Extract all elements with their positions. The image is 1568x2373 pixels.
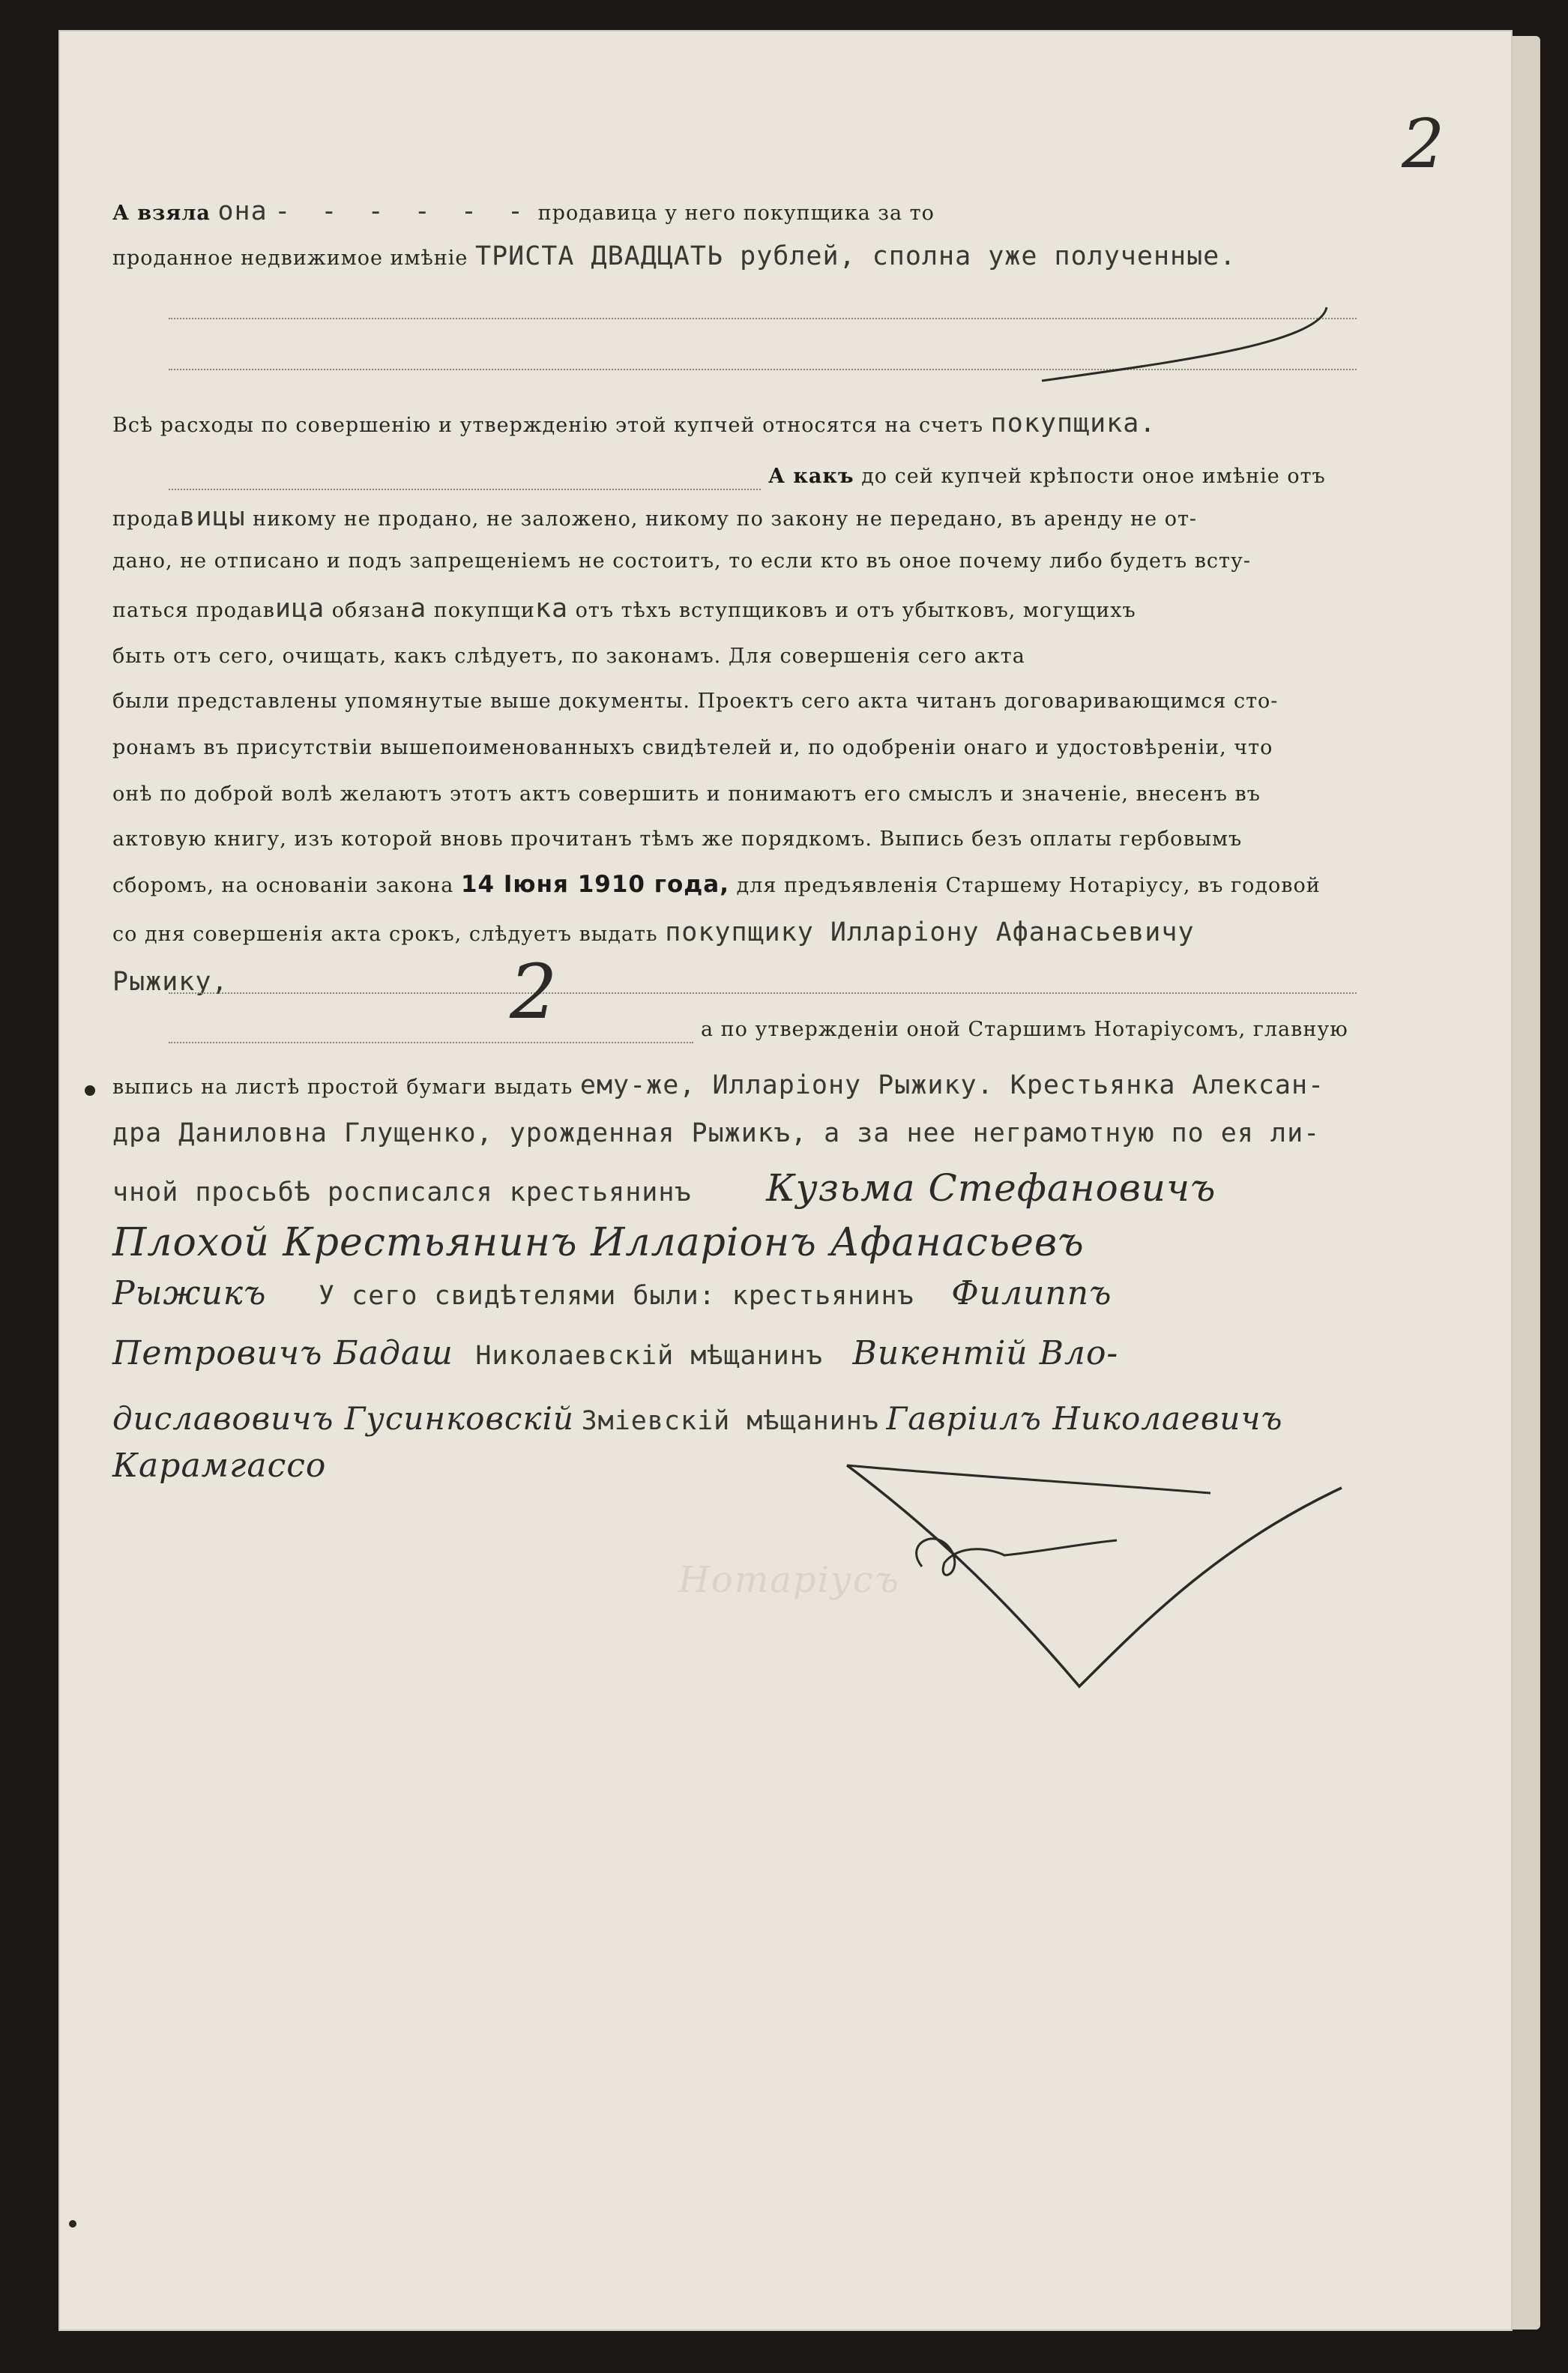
notary-signature xyxy=(832,1454,1357,1701)
edge-mark xyxy=(69,2220,76,2228)
text-a-vzyala: А взяла xyxy=(112,202,211,225)
handwritten-gusinkovsky: диславовичъ Гусинковскій xyxy=(112,1400,574,1437)
line-24: Карамгассо xyxy=(112,1447,327,1485)
dash-stroke xyxy=(1027,292,1342,390)
handwritten-vikentiy: Викентій Вло- xyxy=(852,1334,1119,1372)
handwritten-petrovich: Петровичъ Бадаш xyxy=(112,1334,453,1372)
edge-mark xyxy=(85,1085,95,1096)
line-16: а по утвержденіи оной Старшимъ Нотаріусомъ, главную xyxy=(701,1018,1348,1041)
line-12: актовую книгу, изъ которой вновь прочитанъ тѣмъ же порядкомъ. Выпись безъ оплаты гербовымъ xyxy=(112,827,1243,851)
text-vitsy: вицы xyxy=(179,502,246,532)
text-nikomu: никому не продано, не заложено, никому по закону не передано, въ аренду не от- xyxy=(253,507,1198,531)
handwritten-ryzhik: Рыжикъ xyxy=(112,1274,267,1312)
line-23: диславовичъ Гусинковскій Зміевскій мѣщанинъ Гавріилъ Николаевичъ xyxy=(112,1400,1283,1437)
line-10: ронамъ въ присутствіи вышепоименованныхъ свидѣтелей и, по одобреніи онаго и удостовѣреніи, что xyxy=(112,736,1273,759)
text-pokupshchika: покупщика. xyxy=(990,408,1157,438)
text-proda: прода xyxy=(112,507,180,531)
text-emu-zhe: ему-же, Илларіону Рыжику. Крестьянка Алексан- xyxy=(579,1070,1325,1100)
handwritten-gavriil: Гавріилъ Николаевичъ xyxy=(886,1400,1283,1437)
text-summa: ТРИСТА ДВАДЦАТЬ рублей, сполна уже полученные. xyxy=(475,241,1237,271)
text-ryzhiku: Рыжику, xyxy=(112,967,229,997)
line-14: со дня совершенія акта срокъ, слѣдуетъ выдать покупщику Илларіону Афанасьевичу xyxy=(112,917,1195,947)
line-5 xyxy=(112,502,1357,532)
faded-stamp: Нотаріусъ xyxy=(678,1559,900,1601)
handwritten-kuzma: Кузьма Стефановичъ xyxy=(766,1166,1216,1210)
line-6: дано, не отписано и подъ запрещеніемъ не состоитъ, то если кто въ оное почему либо будетъ всту- xyxy=(112,549,1251,573)
text-do-sei: до сей купчей крѣпости оное имѣніе отъ xyxy=(861,465,1326,488)
line-8: быть отъ сего, очищать, какъ слѣдуетъ, по законамъ. Для совершенія сего акта xyxy=(112,645,1025,668)
text-ona: она xyxy=(217,196,268,226)
line-17: выпись на листѣ простой бумаги выдать ему-же, Илларіону Рыжику. Крестьянка Алексан- xyxy=(112,1070,1325,1100)
line-20: Плохой Крестьянинъ Илларіонъ Афанасьевъ xyxy=(112,1220,1085,1265)
line-7: паться продавица обязана покупщика отъ тѣхъ вступщиковъ и отъ убытковъ, могущихъ xyxy=(112,594,1136,624)
handwritten-2: 2 xyxy=(510,948,558,1036)
handwritten-filipp: Филиппъ xyxy=(951,1274,1112,1312)
text-raskhody: Всѣ расходы по совершенію и утвержденію этой купчей относятся на счетъ xyxy=(112,414,984,437)
line-13: сборомъ, на основаніи закона 14 Іюня 1910 года, для предъявленія Старшему Нотаріусу, въ годовой xyxy=(112,871,1321,898)
text-prodannoe: проданное недвижимое имѣніе xyxy=(112,247,468,270)
margin-number-top: 2 xyxy=(1402,105,1445,184)
text-prodavitsa: продавица у него покупщика за то xyxy=(537,202,935,225)
line-19: чной просьбѣ росписался крестьянинъ Кузьма Стефановичъ xyxy=(112,1166,1216,1210)
line-18: дра Даниловна Глущенко, урожденная Рыжикъ, а за нее неграмотную по ея ли- xyxy=(112,1118,1321,1148)
text-date-law: 14 Іюня 1910 года, xyxy=(460,871,729,898)
line-1: А взяла она - - - - - - продавица у него покупщика за то xyxy=(112,196,935,226)
text-recipient: покупщику Илларіону Афанасьевичу xyxy=(665,917,1195,947)
line-22: Петровичъ Бадаш Николаевскій мѣщанинъ Викентій Вло- xyxy=(112,1334,1119,1372)
line-2 xyxy=(112,241,1357,271)
line-9: были представлены упомянутые выше документы. Проектъ сего акта читанъ договаривающимся сто- xyxy=(112,690,1279,713)
line-11: онѣ по доброй волѣ желаютъ этотъ актъ совершить и понимаютъ его смыслъ и значеніе, внесенъ въ xyxy=(112,783,1261,806)
line-4 xyxy=(768,465,1360,488)
text-a-kak: А какъ xyxy=(768,465,854,488)
line-21: Рыжикъ У сего свидѣтелями были: крестьянинъ Филиппъ xyxy=(112,1274,1112,1312)
line-3 xyxy=(112,408,1357,438)
